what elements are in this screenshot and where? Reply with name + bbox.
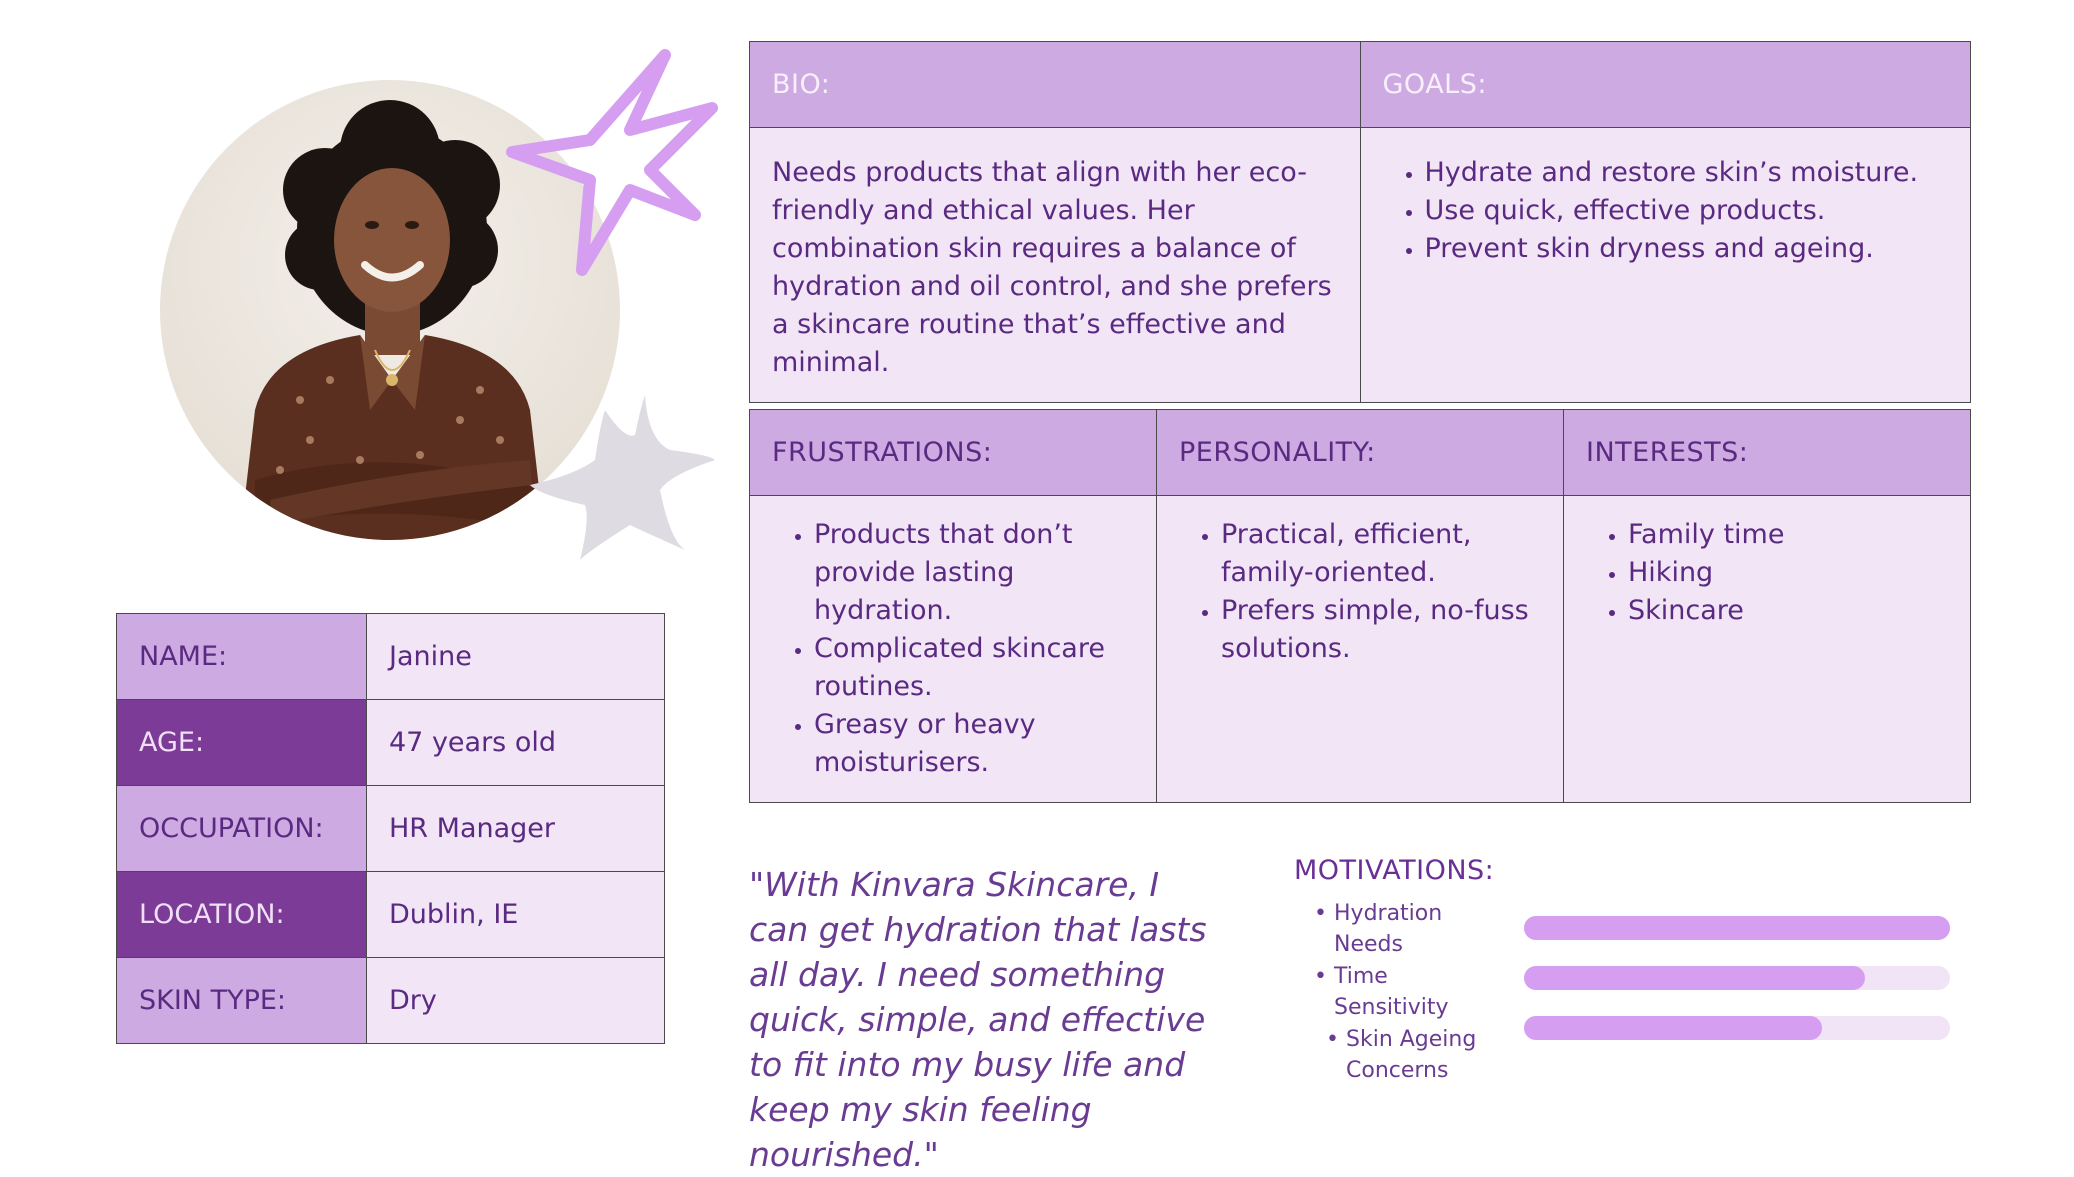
bio-heading — [750, 42, 1361, 128]
profile-row-location — [117, 872, 665, 958]
profile-value: Janine — [367, 614, 665, 700]
motivation-bar-fill — [1524, 966, 1865, 990]
motivation-label-line: Time — [1334, 964, 1388, 989]
motivation-label-line: Hydration — [1334, 901, 1443, 926]
personality-heading: PERSONALITY: — [1157, 410, 1564, 496]
profile-label: LOCATION: — [117, 872, 367, 958]
profile-label: SKIN TYPE: — [117, 958, 367, 1044]
profile-value: Dublin, IE — [367, 872, 665, 958]
bullet-icon: • — [1314, 964, 1327, 989]
motivation-label-line: Needs — [1334, 932, 1403, 957]
list-item: • Practical, efficient, family-oriented. — [1221, 516, 1541, 592]
motivation-bar-track — [1524, 1016, 1950, 1040]
personality-list — [1179, 516, 1541, 668]
frustrations-list — [772, 516, 1134, 782]
profile-value: Dry — [367, 958, 665, 1044]
list-item: • Use quick, effective products. — [1425, 192, 1949, 230]
motivation-label-line: Sensitivity — [1334, 995, 1449, 1020]
interests-list — [1586, 516, 1948, 630]
goals-heading-text: GOALS: — [1382, 69, 1487, 100]
list-item: • Prefers simple, no-fuss solutions. — [1221, 592, 1541, 668]
list-item: • Greasy or heavy moisturisers. — [814, 706, 1134, 782]
list-item: • Hiking — [1628, 554, 1948, 592]
bullet-icon: • — [1314, 901, 1327, 926]
star-solid-icon — [520, 390, 720, 570]
bio-heading-text: BIO: — [772, 69, 831, 100]
motivations-heading: MOTIVATIONS: — [1294, 855, 1495, 886]
list-item: • Family time — [1628, 516, 1948, 554]
motivation-label — [1314, 898, 1514, 960]
profile-label: AGE: — [117, 700, 367, 786]
profile-label: NAME: — [117, 614, 367, 700]
list-item: • Hydrate and restore skin’s moisture. — [1425, 154, 1949, 192]
list-item: • Skincare — [1628, 592, 1948, 630]
bio-goals-table — [749, 41, 1971, 403]
motivation-label — [1314, 961, 1514, 1023]
profile-value: 47 years old — [367, 700, 665, 786]
list-item: • Products that don’t provide lasting hydration. — [814, 516, 1134, 630]
motivation-bar-fill — [1524, 1016, 1822, 1040]
profile-row-age — [117, 700, 665, 786]
traits-table — [749, 409, 1971, 803]
star-outline-icon — [480, 40, 720, 280]
motivation-label-line: Skin Ageing — [1346, 1027, 1477, 1052]
goals-heading — [1360, 42, 1971, 128]
motivation-bar-track — [1524, 916, 1950, 940]
personality-cell — [1157, 496, 1564, 803]
motivation-bar-fill — [1524, 916, 1950, 940]
bullet-icon: • — [1326, 1027, 1339, 1052]
profile-label: OCCUPATION: — [117, 786, 367, 872]
list-item: • Complicated skincare routines. — [814, 630, 1134, 706]
goals-list-cell — [1360, 128, 1971, 403]
frustrations-cell — [750, 496, 1157, 803]
profile-info-table — [116, 613, 665, 1044]
motivation-label-line: Concerns — [1346, 1058, 1449, 1083]
frustrations-heading: FRUSTRATIONS: — [750, 410, 1157, 496]
motivation-label — [1326, 1024, 1526, 1086]
persona-quote: "With Kinvara Skincare, I can get hydration that lasts all day. I need something quick, simple, and effective to fit into my busy life and keep my skin feeling nourished." — [749, 865, 1207, 1174]
goals-list — [1383, 154, 1949, 268]
list-item: • Prevent skin dryness and ageing. — [1425, 230, 1949, 268]
interests-heading: INTERESTS: — [1564, 410, 1971, 496]
bio-text: Needs products that align with her eco-friendly and ethical values. Her combination skin requires a balance of hydration and oil control, and she prefers a skincare routine that’s effective and minimal. — [750, 128, 1361, 403]
interests-cell — [1564, 496, 1971, 803]
motivation-bar-track — [1524, 966, 1950, 990]
profile-value: HR Manager — [367, 786, 665, 872]
profile-row-occupation — [117, 786, 665, 872]
profile-row-name — [117, 614, 665, 700]
profile-row-skin-type — [117, 958, 665, 1044]
